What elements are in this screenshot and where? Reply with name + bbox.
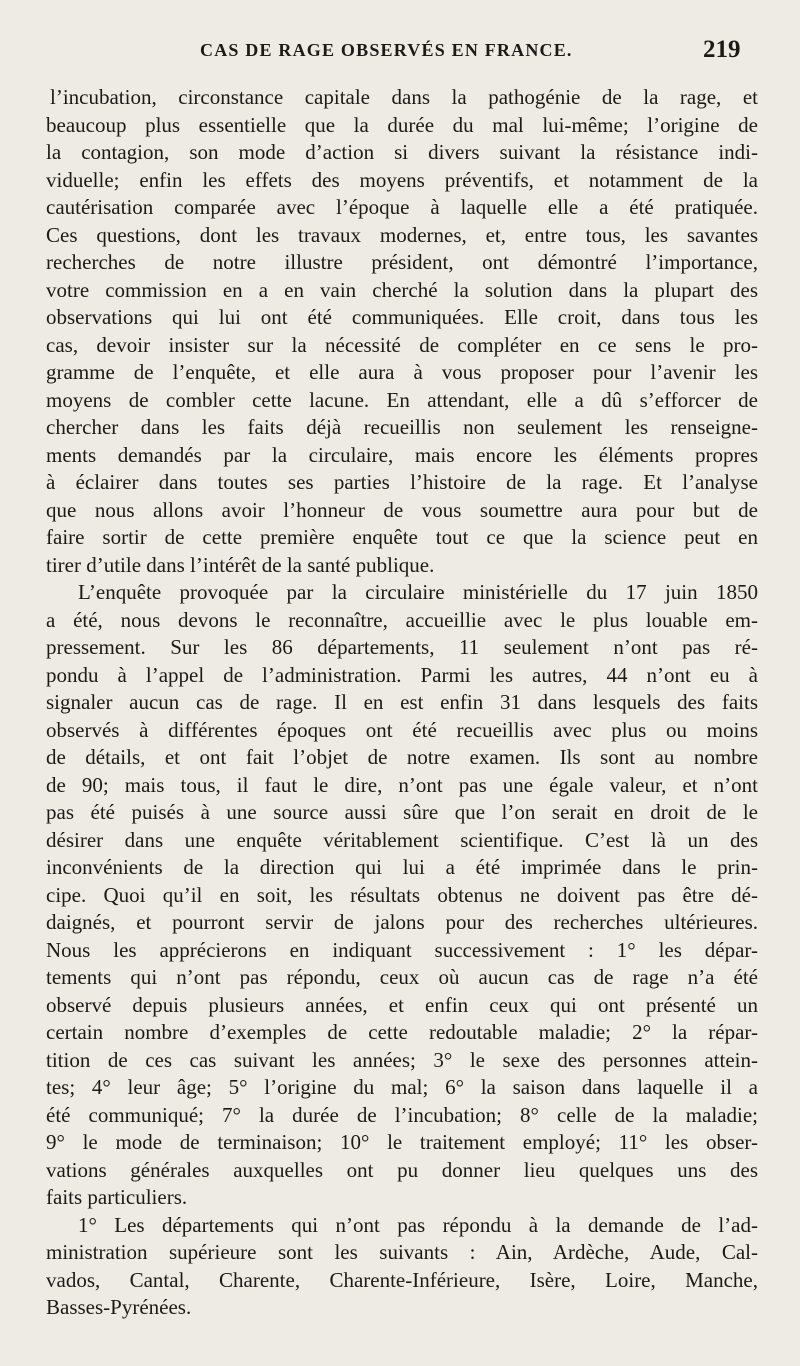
text-line: été communiqué; 7° la durée de l’incubation; 8° celle de la maladie; — [46, 1102, 758, 1127]
text-line: tements qui n’ont pas répondu, ceux où aucun cas de rage n’a été — [46, 965, 758, 989]
text-line: l’incubation, circonstance capitale dans la pathogénie de la rage, et — [50, 85, 758, 109]
text-line: votre commission en a en vain cherché la solution dans la plupart des — [46, 277, 758, 302]
text-line: tirer d’utile dans l’intérêt de la santé publique. — [46, 552, 435, 577]
text-line: Nous les apprécierons en indiquant successivement : 1° les dépar- — [46, 937, 758, 962]
text-line: certain nombre d’exemples de cette redoutable maladie; 2° la répar- — [46, 1020, 758, 1044]
text-line: désirer dans une enquête véritablement scientifique. C’est là un des — [46, 827, 758, 852]
text-line: ments demandés par la circulaire, mais encore les éléments propres — [46, 442, 758, 467]
text-line: 9° le mode de terminaison; 10° le traitement employé; 11° les obser- — [46, 1130, 758, 1154]
text-line: a été, nous devons le reconnaître, accueillie avec le plus louable em- — [46, 607, 758, 632]
text-line: pas été puisés à une source aussi sûre que l’on serait en droit de le — [46, 800, 758, 824]
text-line: pondu à l’appel de l’administration. Parmi les autres, 44 n’ont eu à — [46, 662, 758, 687]
text-line: daignés, et pourront servir de jalons pour des recherches ultérieures. — [46, 910, 758, 934]
text-line: signaler aucun cas de rage. Il en est enfin 31 dans lesquels des faits — [46, 690, 758, 714]
text-line: ministration supérieure sont les suivants : Ain, Ardèche, Aude, Cal- — [46, 1240, 758, 1264]
text-line: cas, devoir insister sur la nécessité de compléter en ce sens le pro- — [46, 332, 758, 357]
text-line: vations générales auxquelles ont pu donner lieu quelques uns des — [46, 1157, 758, 1182]
text-line: Ces questions, dont les travaux modernes, et, entre tous, les savantes — [46, 222, 758, 247]
text-line: faire sortir de cette première enquête tout ce que la science peut en — [46, 525, 758, 549]
text-line: tes; 4° leur âge; 5° l’origine du mal; 6° la saison dans laquelle il a — [46, 1075, 758, 1099]
text-line: beaucoup plus essentielle que la durée du mal lui-même; l’origine de — [46, 112, 758, 137]
body-text — [46, 84, 758, 1322]
text-line: vados, Cantal, Charente, Charente-Inférieure, Isère, Loire, Manche, — [46, 1267, 758, 1292]
text-line: cipe. Quoi qu’il en soit, les résultats obtenus ne doivent pas être dé- — [46, 882, 758, 907]
text-line: observé depuis plusieurs années, et enfin ceux qui ont présenté un — [46, 992, 758, 1017]
text-line: recherches de notre illustre président, ont démontré l’importance, — [46, 250, 758, 274]
text-line: Basses-Pyrénées. — [46, 1295, 192, 1319]
text-line: inconvénients de la direction qui lui a été imprimée dans le prin- — [46, 855, 758, 879]
text-line: à éclairer dans toutes ses parties l’histoire de la rage. Et l’analyse — [46, 470, 758, 494]
text-line: observations qui lui ont été communiquées. Elle croit, dans tous les — [46, 305, 758, 329]
text-line: la contagion, son mode d’action si divers suivant la résistance indi- — [46, 140, 758, 164]
text-line: gramme de l’enquête, et elle aura à vous proposer pour l’avenir les — [46, 360, 758, 384]
text-line: moyens de combler cette lacune. En attendant, elle a dû s’efforcer de — [46, 387, 758, 412]
page-number: 219 — [703, 36, 741, 63]
text-line: de 90; mais tous, il faut le dire, n’ont pas une égale valeur, et n’ont — [46, 772, 758, 797]
running-title: CAS DE RAGE OBSERVÉS EN FRANCE. — [200, 40, 573, 60]
page-header — [0, 36, 800, 72]
text-line: faits particuliers. — [46, 1185, 188, 1209]
text-line: viduelle; enfin les effets des moyens préventifs, et notamment de la — [46, 167, 758, 192]
text-line: tition de ces cas suivant les années; 3° le sexe des personnes attein- — [46, 1047, 758, 1072]
text-line: observés à différentes époques ont été recueillis avec plus ou moins — [46, 717, 758, 742]
text-line: cautérisation comparée avec l’époque à laquelle elle a été pratiquée. — [46, 195, 758, 219]
text-line: 1° Les départements qui n’ont pas répondu à la demande de l’ad- — [78, 1212, 758, 1237]
text-line: de détails, et ont fait l’objet de notre examen. Ils sont au nombre — [46, 745, 758, 769]
text-line: que nous allons avoir l’honneur de vous soumettre aura pour but de — [46, 497, 758, 522]
text-line: L’enquête provoquée par la circulaire ministérielle du 17 juin 1850 — [78, 580, 758, 604]
text-line: pressement. Sur les 86 départements, 11 seulement n’ont pas ré- — [46, 635, 758, 659]
text-line: chercher dans les faits déjà recueillis non seulement les renseigne- — [46, 415, 758, 439]
